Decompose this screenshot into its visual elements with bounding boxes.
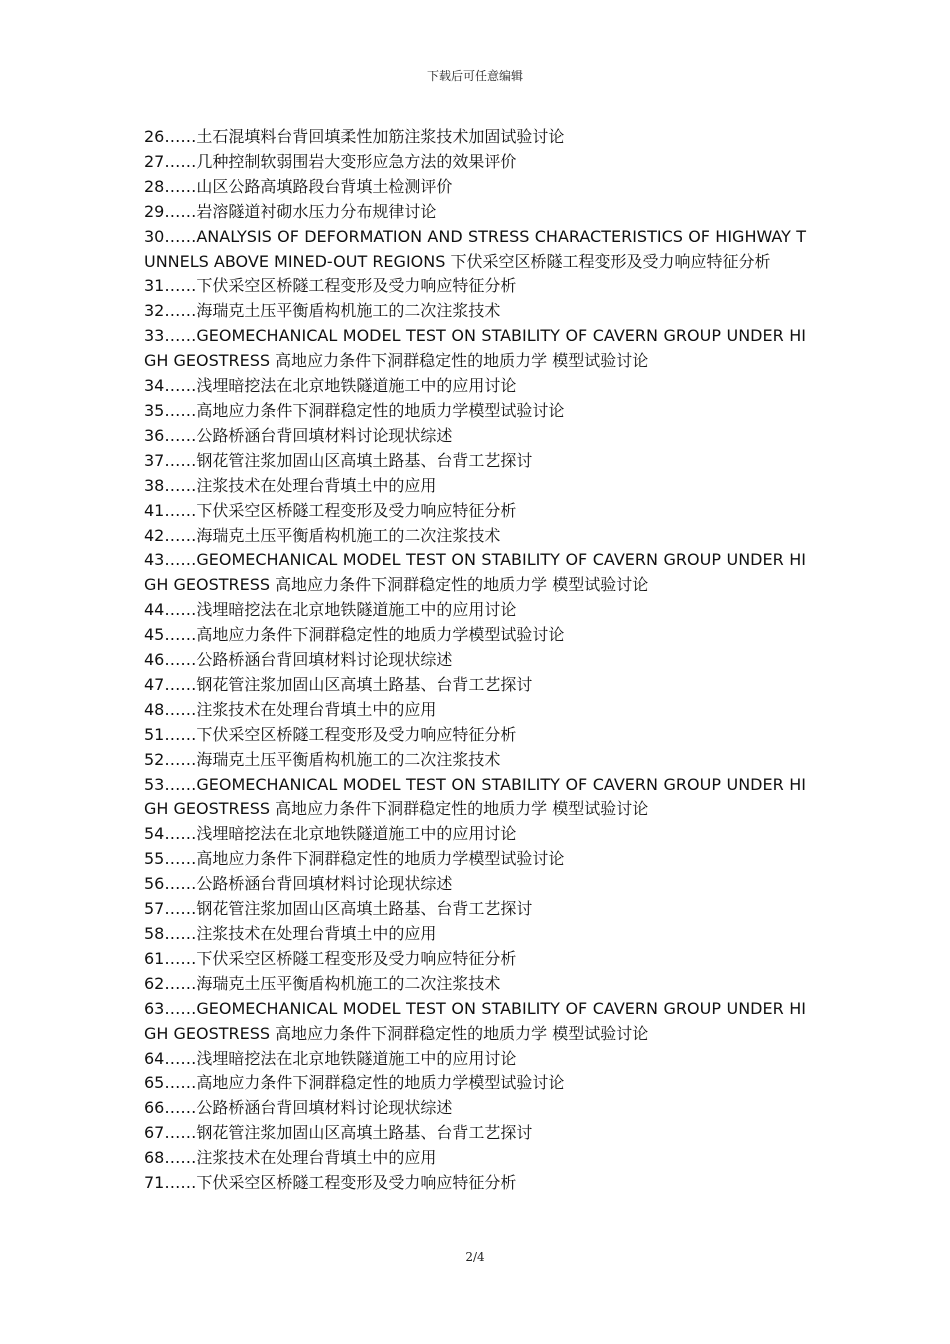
list-item: 68……注浆技术在处理台背填土中的应用 [144,1148,437,1168]
list-item: 64……浅埋暗挖法在北京地铁隧道施工中的应用讨论 [144,1048,517,1068]
list-item: 29……岩溶隧道衬砌水压力分布规律讨论 [144,201,437,221]
list-item: 37……钢花管注浆加固山区高填土路基、台背工艺探讨 [144,450,533,470]
list-item: 36……公路桥涵台背回填材料讨论现状综述 [144,425,453,445]
list-item: 63……GEOMECHANICAL MODEL TEST ON STABILITY OF CAVERN GROUP UNDER HIGH GEOSTRESS 高地应力条件下洞群稳定性的地质力学 模型试验讨论 [144,998,806,1043]
list-item: 45……高地应力条件下洞群稳定性的地质力学模型试验讨论 [144,625,565,645]
list-item: 52……海瑞克土压平衡盾构机施工的二次注浆技术 [144,749,501,769]
list-item: 54……浅埋暗挖法在北京地铁隧道施工中的应用讨论 [144,824,517,844]
list-item: 62……海瑞克土压平衡盾构机施工的二次注浆技术 [144,973,501,993]
list-item: 32……海瑞克土压平衡盾构机施工的二次注浆技术 [144,301,501,321]
list-item: 35……高地应力条件下洞群稳定性的地质力学模型试验讨论 [144,400,565,420]
list-item: 34……浅埋暗挖法在北京地铁隧道施工中的应用讨论 [144,376,517,396]
list-item: 27……几种控制软弱围岩大变形应急方法的效果评价 [144,151,517,171]
list-item: 38……注浆技术在处理台背填土中的应用 [144,475,437,495]
list-item: 46……公路桥涵台背回填材料讨论现状综述 [144,650,453,670]
list-item: 33……GEOMECHANICAL MODEL TEST ON STABILITY OF CAVERN GROUP UNDER HIGH GEOSTRESS 高地应力条件下洞群稳定性的地质力学 模型试验讨论 [144,326,806,371]
list-item: 41……下伏采空区桥隧工程变形及受力响应特征分析 [144,500,517,520]
list-item: 67……钢花管注浆加固山区高填土路基、台背工艺探讨 [144,1123,533,1143]
page-number: 2/4 [465,1250,485,1264]
reference-list [144,125,806,1196]
list-item: 71……下伏采空区桥隧工程变形及受力响应特征分析 [144,1173,517,1193]
list-item: 43……GEOMECHANICAL MODEL TEST ON STABILITY OF CAVERN GROUP UNDER HIGH GEOSTRESS 高地应力条件下洞群稳定性的地质力学 模型试验讨论 [144,550,806,595]
page-header: 下载后可任意编辑 [426,69,523,83]
list-item: 51……下伏采空区桥隧工程变形及受力响应特征分析 [144,724,517,744]
list-item: 30……ANALYSIS OF DEFORMATION AND STRESS CHARACTERISTICS OF HIGHWAY TUNNELS ABOVE MINED-OUT REGIONS 下伏采空区桥隧工程变形及受力响应特征分析 [144,226,806,271]
list-item: 42……海瑞克土压平衡盾构机施工的二次注浆技术 [144,525,501,545]
list-item: 28……山区公路高填路段台背填土检测评价 [144,176,453,196]
list-item: 26……土石混填料台背回填柔性加筋注浆技术加固试验讨论 [144,127,565,146]
list-item: 31……下伏采空区桥隧工程变形及受力响应特征分析 [144,276,517,296]
list-item: 58……注浆技术在处理台背填土中的应用 [144,924,437,943]
list-item: 44……浅埋暗挖法在北京地铁隧道施工中的应用讨论 [144,600,517,620]
list-item: 55……高地应力条件下洞群稳定性的地质力学模型试验讨论 [144,849,565,869]
list-item: 48……注浆技术在处理台背填土中的应用 [144,699,437,719]
list-item: 65……高地应力条件下洞群稳定性的地质力学模型试验讨论 [144,1073,565,1093]
list-item: 57……钢花管注浆加固山区高填土路基、台背工艺探讨 [144,899,533,919]
list-item: 61……下伏采空区桥隧工程变形及受力响应特征分析 [144,948,517,968]
list-item: 53……GEOMECHANICAL MODEL TEST ON STABILITY OF CAVERN GROUP UNDER HIGH GEOSTRESS 高地应力条件下洞群稳定性的地质力学 模型试验讨论 [144,774,806,819]
list-item: 47……钢花管注浆加固山区高填土路基、台背工艺探讨 [144,674,533,694]
list-item: 66……公路桥涵台背回填材料讨论现状综述 [144,1098,453,1118]
list-item: 56……公路桥涵台背回填材料讨论现状综述 [144,874,453,894]
